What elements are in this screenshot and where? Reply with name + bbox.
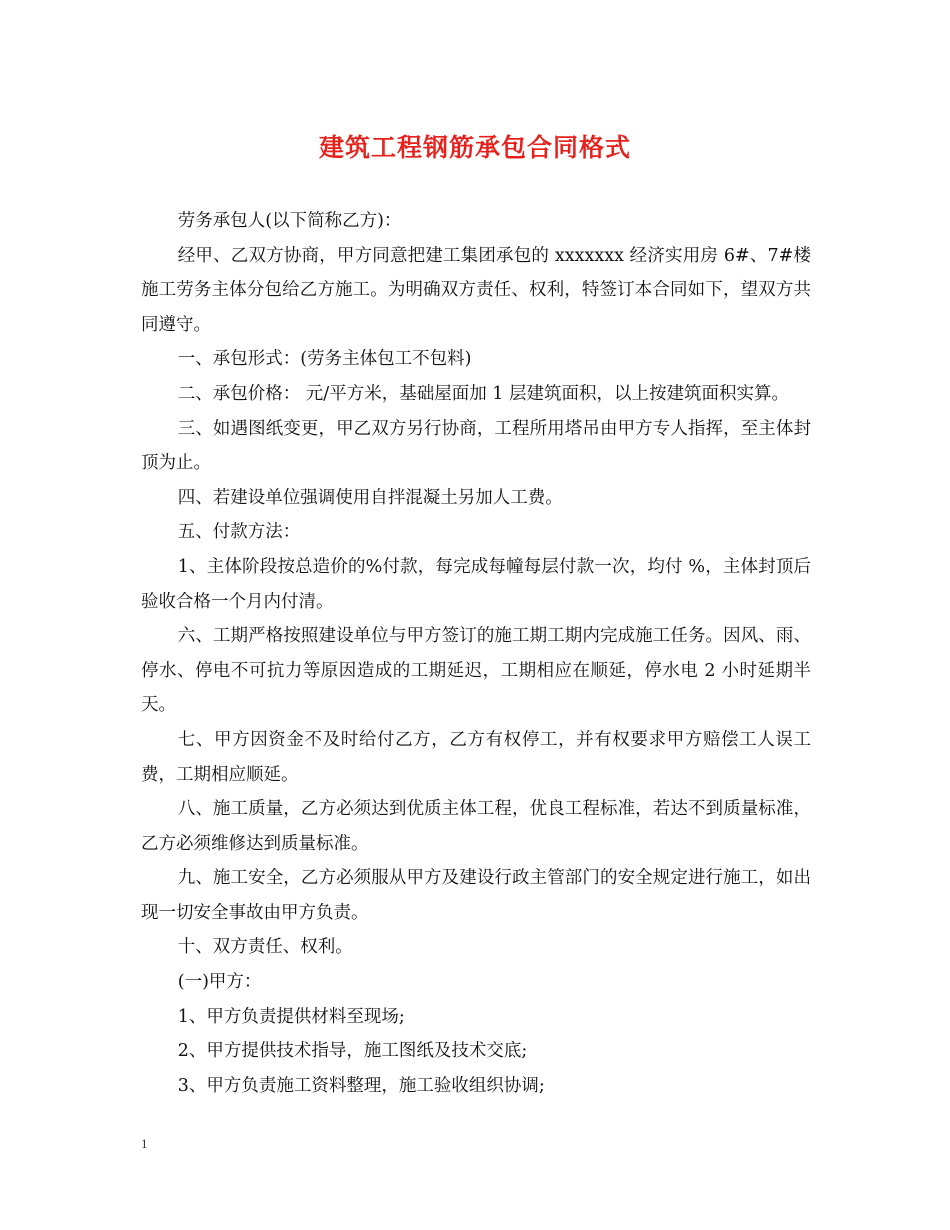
paragraph-clause-8: 八、施工质量，乙方必须达到优质主体工程，优良工程标准，若达不到质量标准，乙方必须维修达到质量标准。 [141, 799, 811, 854]
paragraph-party-a-item-1: 1、甲方负责提供材料至现场; [177, 1006, 405, 1027]
paragraph-party-a-item-2: 2、甲方提供技术指导，施工图纸及技术交底; [177, 1041, 528, 1062]
paragraph-clause-5: 五、付款方法： [177, 522, 301, 543]
paragraph-clause-10: 十、双方责任、权利。 [177, 937, 353, 958]
paragraph-clause-9: 九、施工安全，乙方必须服从甲方及建设行政主管部门的安全规定进行施工，如出现一切安全事故由甲方负责。 [141, 868, 811, 923]
paragraph-party-a-item-3: 3、甲方负责施工资料整理，施工验收组织协调; [177, 1075, 545, 1096]
contract-body [141, 204, 811, 1103]
page-number: 1 [141, 1136, 148, 1151]
paragraph-clause-2: 二、承包价格： 元/平方米，基础屋面加 1 层建筑面积，以上按建筑面积实算。 [177, 383, 789, 404]
paragraph-party-a-heading: (一)甲方： [177, 972, 262, 993]
paragraph-clause-5-1: 1、主体阶段按总造价的%付款，每完成每幢每层付款一次，均付 %，主体封顶后验收合格一个月内付清。 [141, 556, 811, 612]
paragraph-clause-6: 六、工期严格按照建设单位与甲方签订的施工期工期内完成施工任务。因风、雨、停水、停电不可抗力等原因造成的工期延迟，工期相应在顺延，停水电 2 小时延期半天。 [141, 626, 811, 716]
paragraph-contractor: 劳务承包人(以下简称乙方)： [177, 211, 402, 231]
paragraph-clause-4: 四、若建设单位强调使用自拌混凝土另加人工费。 [177, 487, 563, 508]
paragraph-clause-7: 七、甲方因资金不及时给付乙方，乙方有权停工，并有权要求甲方赔偿工人误工费，工期相应顺延。 [141, 729, 811, 785]
paragraph-clause-3: 三、如遇图纸变更，甲乙双方另行协商，工程所用塔吊由甲方专人指挥，至主体封顶为止。 [141, 418, 811, 474]
paragraph-clause-1: 一、承包形式：(劳务主体包工不包料) [177, 349, 472, 370]
document-title: 建筑工程钢筋承包合同格式 [318, 133, 631, 162]
paragraph-intro: 经甲、乙双方协商，甲方同意把建工集团承包的 xxxxxxx 经济实用房 6#、7#楼施工劳务主体分包给乙方施工。为明确双方责任、权利，特签订本合同如下，望双方共同遵守。 [141, 245, 811, 335]
